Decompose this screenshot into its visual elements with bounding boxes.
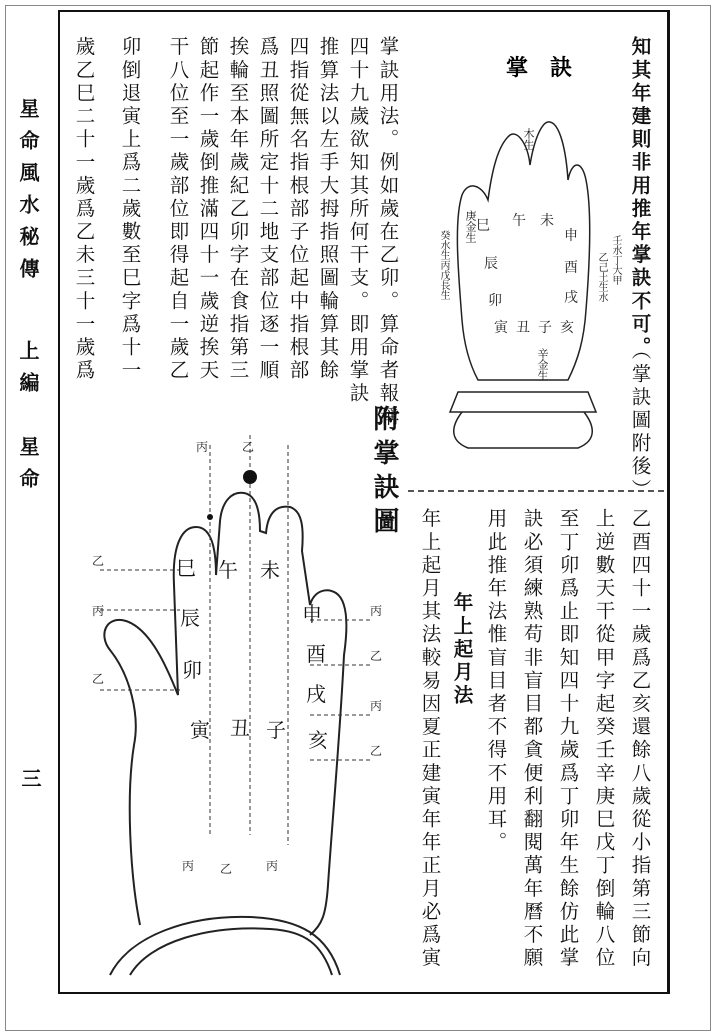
svg-text:申: 申: [564, 228, 578, 244]
page-number: 三: [18, 768, 42, 788]
svg-text:丙: 丙: [370, 604, 383, 618]
branch-zi: 子: [266, 718, 286, 742]
svg-text:卯: 卯: [488, 293, 502, 309]
intro-column-2: （掌訣圖附後）: [628, 340, 652, 502]
text-column: 年上起月其法較易因夏正建寅年年正月必爲寅: [418, 508, 442, 970]
branch-shen: 申: [302, 602, 322, 626]
text-column: 四指從無名指根部子位起中指根部: [286, 36, 310, 383]
svg-text:午: 午: [512, 213, 526, 229]
text-column: 卯倒退寅上爲二歲數至巳字爲十一: [118, 36, 142, 383]
figure-title: 掌 訣: [506, 55, 573, 81]
text-column: 四十九歲欲知其所何干支。即用掌訣: [346, 36, 370, 406]
subheading: 年上起月法: [450, 592, 474, 708]
svg-text:亥: 亥: [560, 320, 574, 336]
svg-text:辰: 辰: [484, 256, 498, 272]
svg-text:丙: 丙: [182, 859, 195, 873]
attached-figure-heading: 附掌訣圖: [369, 405, 399, 541]
text-column: 挨輪至本年歲紀乙卯字在食指第三: [226, 36, 250, 383]
branch-you: 酉: [306, 642, 326, 666]
label-left-upper: 庚金生: [464, 210, 477, 243]
svg-text:乙: 乙: [92, 672, 105, 686]
margin-book-title: 星命風水秘傳: [16, 98, 40, 290]
text-column: 訣必須練熟苟非盲目都貪便利翻閱萬年曆不願: [520, 508, 544, 970]
svg-text:戌: 戌: [564, 290, 578, 306]
svg-text:丙: 丙: [266, 859, 279, 873]
section-divider: [408, 490, 664, 492]
branch-xu: 戌: [306, 682, 326, 706]
svg-text:酉: 酉: [564, 260, 578, 276]
svg-text:子: 子: [538, 320, 552, 336]
text-column: 掌訣用法。例如歲在乙卯。算命者報稱: [376, 36, 400, 429]
svg-text:乙: 乙: [370, 649, 383, 663]
text-column: 節起作一歲倒推滿四十一歲逆挨天: [196, 36, 220, 383]
svg-text:丙: 丙: [92, 604, 105, 618]
svg-text:未: 未: [540, 213, 554, 229]
branch-si: 巳: [176, 556, 196, 580]
branch-hai: 亥: [308, 728, 328, 752]
intro-column-1: 知其年建則非用推年掌訣不可。: [628, 36, 652, 360]
small-palm-figure: [418, 20, 628, 475]
branch-chou: 丑: [230, 716, 250, 740]
label-right-lower: 乙己土生水: [596, 252, 607, 302]
text-column: 歲乙巳二十一歲爲乙未三十一歲爲: [72, 36, 96, 383]
label-right-upper: 壬水丁大甲: [610, 235, 621, 285]
svg-text:乙: 乙: [220, 862, 233, 876]
label-left-lower: 癸水生丙戊長生: [438, 230, 449, 300]
branch-wei: 未: [260, 558, 280, 582]
text-column: 用此推年法惟盲目者不得不用耳。: [484, 508, 508, 855]
svg-text:乙: 乙: [92, 554, 105, 568]
text-column: 推算法以左手大拇指照圖輪算其餘: [316, 36, 340, 383]
svg-text:丑: 丑: [516, 320, 530, 336]
svg-text:乙: 乙: [242, 440, 255, 454]
branch-chen: 辰: [180, 606, 200, 630]
text-column: 干八位至一歲部位即得起自一歲乙: [166, 36, 190, 383]
branch-yin: 寅: [190, 718, 210, 742]
svg-text:丙: 丙: [196, 440, 209, 454]
text-column: 上逆數天干從甲字起癸壬辛庚巳戊丁倒輪八位: [592, 508, 616, 970]
margin-section: 上編 星命: [16, 340, 40, 500]
svg-text:丙: 丙: [370, 699, 383, 713]
svg-text:巳: 巳: [476, 218, 490, 234]
label-bottom: 辛金生: [536, 348, 549, 381]
large-palm-diagram: [70, 415, 400, 990]
text-column: 爲丑照圖所定十二地支部位逐一順: [256, 36, 280, 383]
svg-text:寅: 寅: [494, 320, 508, 336]
text-column: 乙酉四十一歲爲乙亥還餘八歲從小指第三節向: [628, 508, 652, 970]
label-top: 木生: [522, 128, 535, 150]
text-column: 至丁卯爲止即知四十九歲爲丁卯年生餘仿此掌: [556, 508, 580, 970]
branch-wu: 午: [218, 558, 238, 582]
branch-mao: 卯: [182, 658, 202, 682]
svg-text:乙: 乙: [370, 744, 383, 758]
